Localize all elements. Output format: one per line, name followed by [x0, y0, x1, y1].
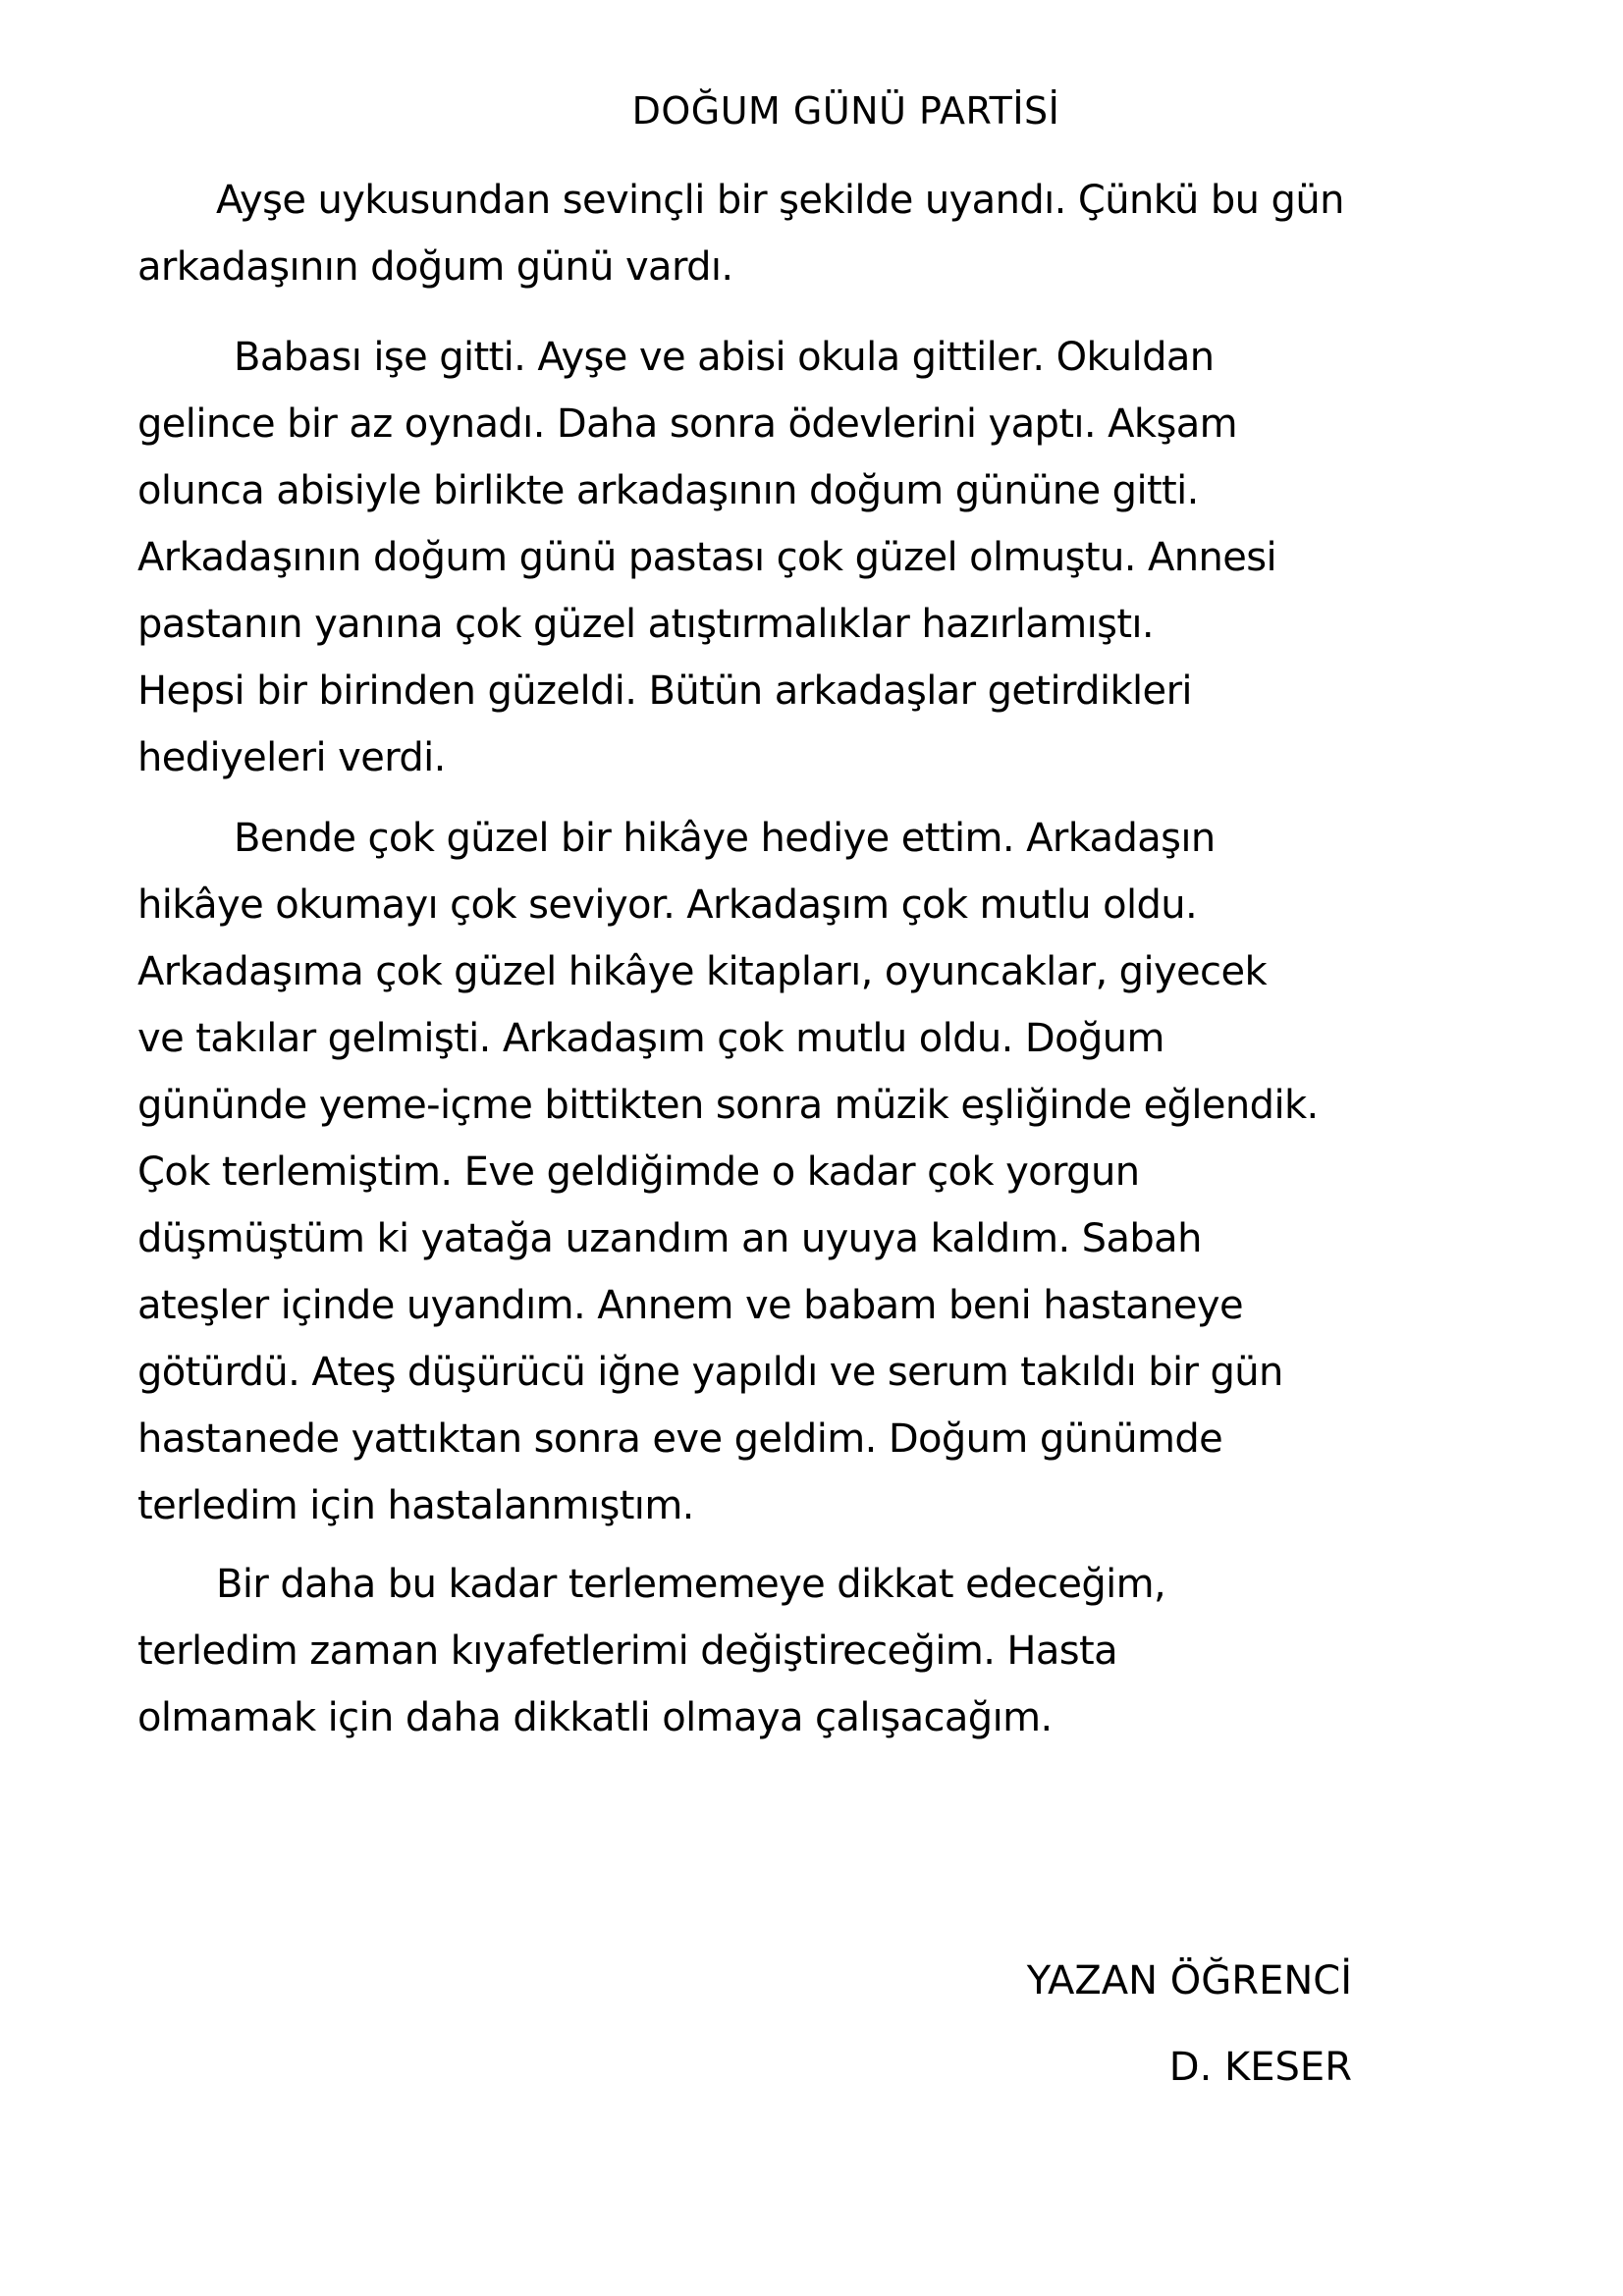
signature-role: YAZAN ÖĞRENCİ [1026, 1958, 1352, 2003]
paragraph-line: Bir daha bu kadar terlememeye dikkat edeceğim, [216, 1562, 1166, 1607]
paragraph-line: Babası işe gitti. Ayşe ve abisi okula gittiler. Okuldan [234, 335, 1215, 380]
signature-name: D. KESER [1168, 2045, 1352, 2090]
paragraph-1 [137, 167, 1414, 300]
paragraph-line: Çok terlemiştim. Eve geldiğimde o kadar çok yorgun [137, 1149, 1140, 1195]
paragraph-line: götürdü. Ateş düşürücü iğne yapıldı ve serum takıldı bir gün [137, 1350, 1283, 1395]
paragraph-line: terledim için hastalanmıştım. [137, 1483, 694, 1528]
paragraph-line: hikâye okumayı çok seviyor. Arkadaşım çok mutlu oldu. [137, 882, 1198, 928]
paragraph-line: Arkadaşıma çok güzel hikâye kitapları, oyuncaklar, giyecek [137, 949, 1268, 994]
paragraph-line: ateşler içinde uyandım. Annem ve babam beni hastaneye [137, 1283, 1243, 1328]
paragraph-line: Bende çok güzel bir hikâye hediye ettim. Arkadaşın [234, 816, 1216, 861]
paragraph-line: düşmüştüm ki yatağa uzandım an uyuya kaldım. Sabah [137, 1216, 1202, 1261]
paragraph-line: ve takılar gelmişti. Arkadaşım çok mutlu oldu. Doğum [137, 1016, 1164, 1061]
paragraph-line: terledim zaman kıyafetlerimi değiştireceğim. Hasta [137, 1629, 1118, 1674]
paragraph-2 [137, 324, 1414, 791]
paragraph-line: arkadaşının doğum günü vardı. [137, 244, 733, 290]
paragraph-line: hastanede yattıktan sonra eve geldim. Doğum günümde [137, 1416, 1223, 1462]
paragraph-line: Arkadaşının doğum günü pastası çok güzel olmuştu. Annesi [137, 535, 1276, 580]
document-title: DOĞUM GÜNÜ PARTİSİ [631, 89, 1060, 133]
paragraph-line: olunca abisiyle birlikte arkadaşının doğum gününe gitti. [137, 468, 1199, 513]
paragraph-line: Hepsi bir birinden güzeldi. Bütün arkadaşlar getirdikleri [137, 668, 1192, 714]
paragraph-line: gelince bir az oynadı. Daha sonra ödevlerini yaptı. Akşam [137, 401, 1237, 447]
paragraph-line: gününde yeme-içme bittikten sonra müzik eşliğinde eğlendik. [137, 1083, 1319, 1128]
paragraph-line: pastanın yanına çok güzel atıştırmalıklar hazırlamıştı. [137, 602, 1155, 647]
paragraph-line: olmamak için daha dikkatli olmaya çalışacağım. [137, 1695, 1053, 1740]
paragraph-line: hediyeleri verdi. [137, 735, 446, 780]
paragraph-3 [137, 805, 1414, 1539]
paragraph-4 [137, 1551, 1414, 1751]
paragraph-line: Ayşe uykusundan sevinçli bir şekilde uyandı. Çünkü bu gün [216, 178, 1344, 223]
